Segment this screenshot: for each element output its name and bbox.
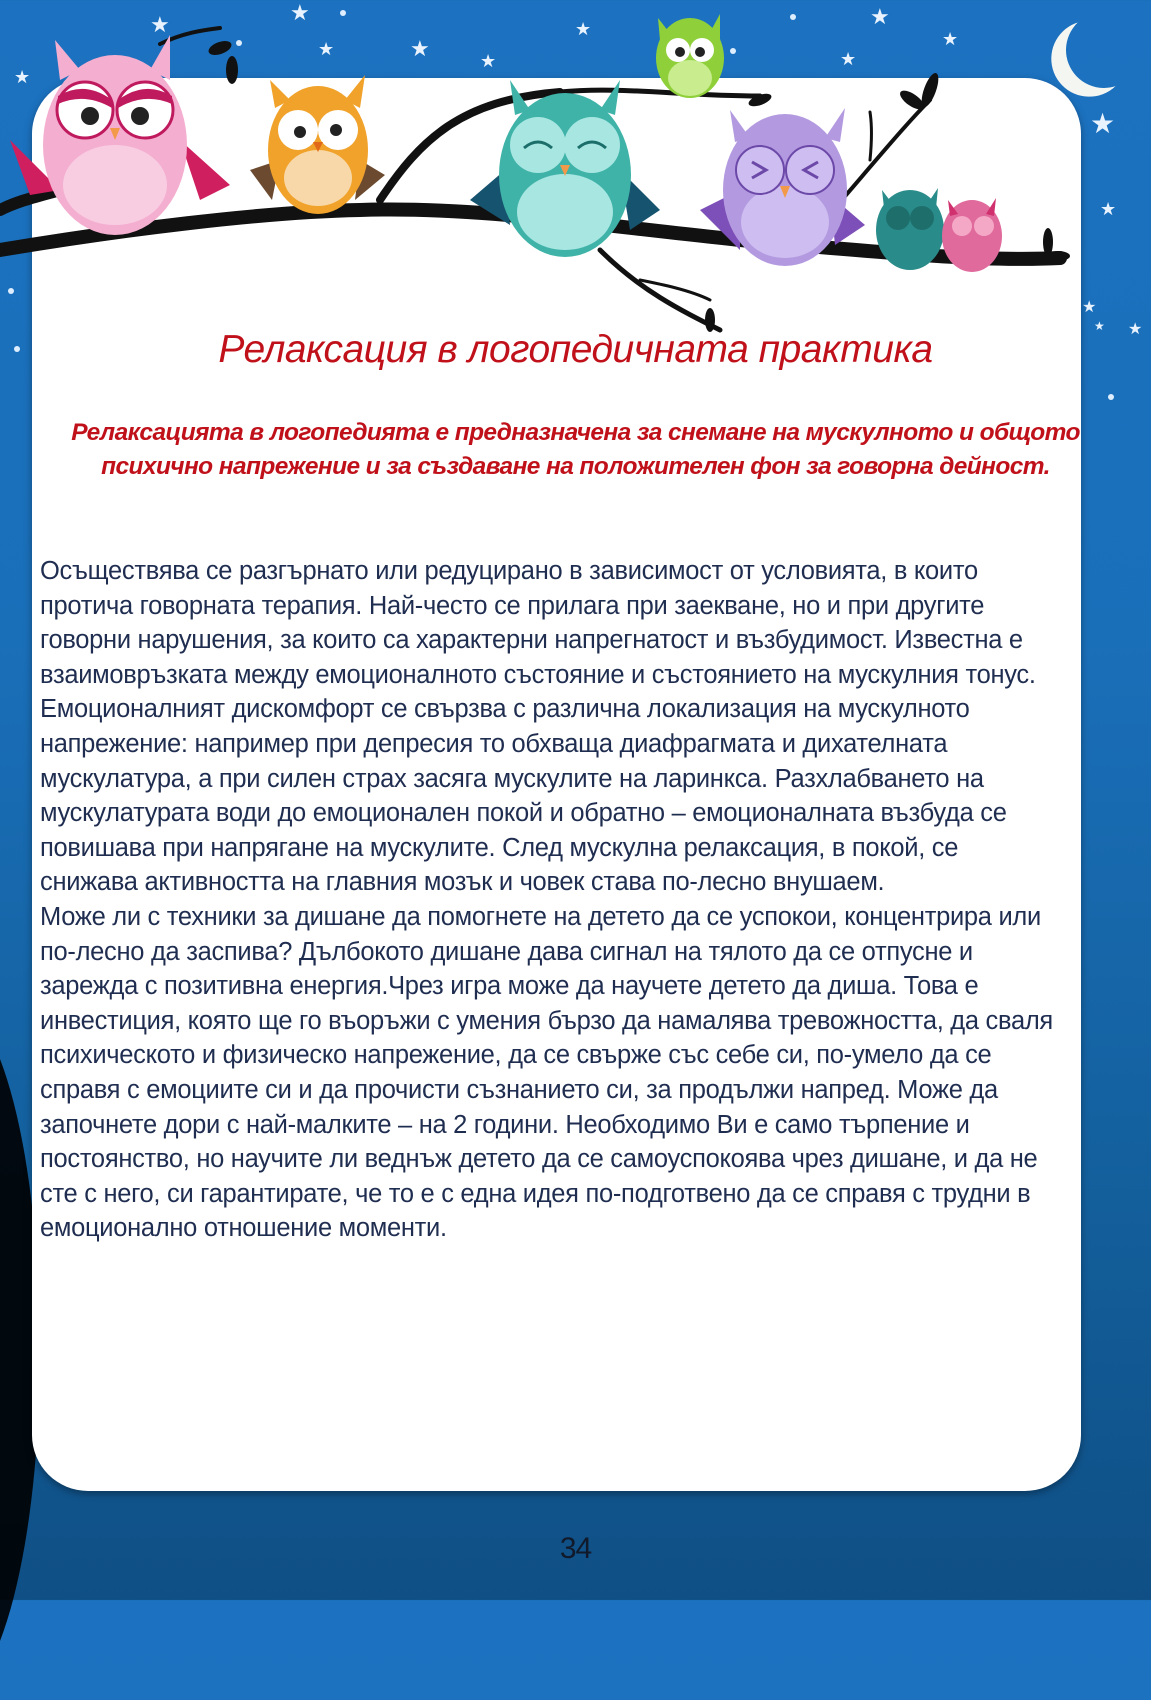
dark-teal-owl: [876, 188, 944, 270]
page-subtitle: Релаксацията в логопедията е предназначена за снемане на мускулното и общото психично напрежение и за създаване на положителен фон за говорна дейност.: [71, 419, 1080, 480]
star-icon: ★: [942, 29, 959, 49]
body-text: [40, 554, 1060, 1246]
star-icon: ★: [1090, 108, 1116, 139]
paragraph: Може ли с техники за дишане да помогнете на детето да се успокои, концентрира или по-лесно да заспива? Дълбокото дишане дава сигнал на тялото да се отпусне и зарежда с позитивна енергия.Чрез игра може да научете детето да диша. Това е инвестиция, която ще го въоръжи с умения бързо да намалява тревожността, да сваля психическото и физическо напрежение, да се свърже със себе си, по-умело да се справя с емоциите си и да прочисти съзнанието си, за продължи напред. Може да започнете дори с най-малките – на 2 години. Необходимо Ви е само търпение и постоянство, но научите ли веднъж детето да се самоуспокоява чрез дишане, и да не сте с него, си гарантирате, че то е с една идея по-подготвено да се справя с трудни в емоционално отношение моменти.: [40, 902, 1053, 1243]
star-icon: ★: [840, 49, 857, 69]
star-icon: ★: [870, 4, 890, 29]
paragraph: Осъществява се разгърнато или редуцирано в зависимост от условията, в които протича говорната терапия. Най-често се прилага при заекване, но и при другите говорни нарушения, за които са характерни напрегнатост и възбудимост. Известна е взаимовръзката между емоционалното състояние и състоянието на мускулния тонус. Емоционалният дискомфорт се свързва с различна локализация на мускулното напрежение: например при депресия то обхваща диафрагмата и дихателната мускулатура, а при силен страх засяга мускулите на ларинкса. Разхлабването на мускулатурата води до емоционален покой и обратно – емоционалната възбуда се повишава при напрягане на мускулите. След мускулна релаксация, в покой, се снижава активността на главния мозък и човек става по-лесно внушаем.: [40, 557, 1036, 897]
star-dot: [1108, 394, 1114, 400]
page-number: 34: [559, 1532, 592, 1565]
page-title: Релаксация в логопедичната практика: [218, 328, 933, 371]
star-icon: ★: [1082, 299, 1097, 316]
star-icon: ★: [1100, 199, 1117, 219]
star-icon: ★: [318, 39, 335, 59]
star-icon: ★: [410, 36, 430, 61]
star-icon: ★: [1094, 319, 1105, 333]
star-icon: ★: [575, 19, 592, 39]
star-icon: ★: [150, 12, 170, 37]
star-icon: ★: [14, 67, 31, 87]
owls-on-branch-illustration: [0, 0, 1151, 340]
star-dot: [14, 346, 20, 352]
star-icon: ★: [1128, 321, 1143, 338]
pink-owl: [10, 35, 230, 235]
star-icon: ★: [290, 0, 310, 25]
orange-owl: [250, 75, 385, 214]
lime-owl: [656, 14, 724, 98]
star-icon: ★: [480, 51, 497, 71]
magenta-owl: [942, 198, 1002, 272]
